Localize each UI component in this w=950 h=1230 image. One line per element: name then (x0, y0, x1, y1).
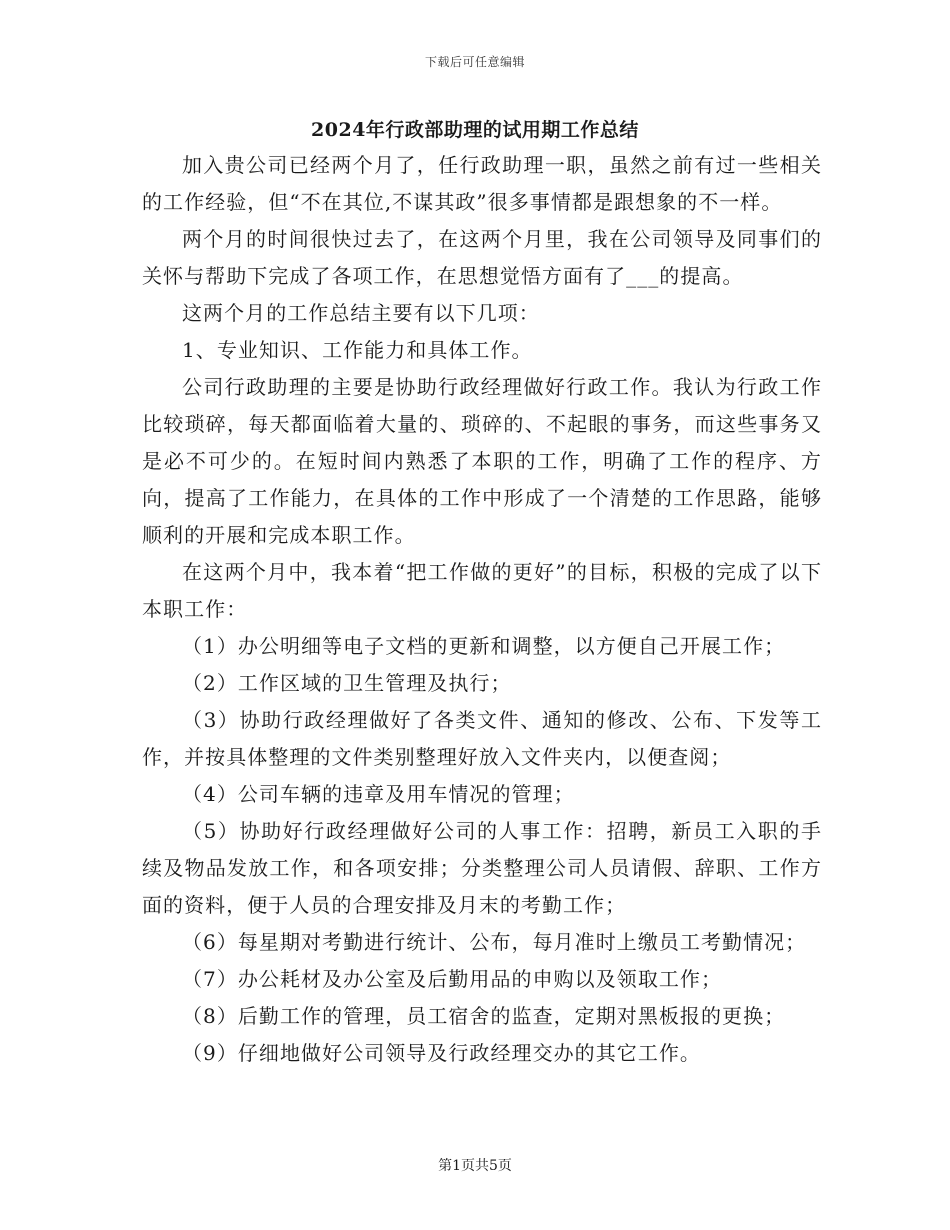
paragraph: 加入贵公司已经两个月了，任行政助理一职，虽然之前有过一些相关的工作经验，但“不在其位,不谋其政”很多事情都是跟想象的不一样。 (142, 153, 822, 214)
list-item: （7）办公耗材及办公室及后勤用品的申购以及领取工作； (182, 967, 723, 991)
list-item: （3）协助行政经理做好了各类文件、通知的修改、公布、下发等工作，并按具体整理的文件类别整理好放入文件夹内，以便查阅； (142, 708, 822, 769)
list-item: （4）公司车辆的违章及用车情况的管理； (182, 782, 575, 806)
section-heading: 1、专业知识、工作能力和具体工作。 (182, 338, 533, 362)
list-item: （6）每星期对考勤进行统计、公布，每月准时上缴员工考勤情况； (182, 930, 807, 954)
list-item: （1）办公明细等电子文档的更新和调整，以方便自己开展工作； (182, 634, 786, 658)
page-footer-indicator: 第1页共5页 (438, 1158, 512, 1174)
list-item: （5）协助好行政经理做好公司的人事工作：招聘，新员工入职的手续及物品发放工作，和各项安排；分类整理公司人员请假、辞职、工作方面的资料，便于人员的合理安排及月末的考勤工作； (142, 819, 822, 917)
document-title: 2024年行政部助理的试用期工作总结 (311, 119, 639, 141)
paragraph: 这两个月的工作总结主要有以下几项： (182, 301, 540, 325)
page-header-note: 下载后可任意编辑 (424, 55, 525, 69)
list-item: （2）工作区域的卫生管理及执行； (182, 671, 512, 695)
paragraph: 两个月的时间很快过去了，在这两个月里，我在公司领导及同事们的关怀与帮助下完成了各项工作，在思想觉悟方面有了___的提高。 (142, 227, 822, 288)
list-item: （8）后勤工作的管理，员工宿舍的监查，定期对黑板报的更换； (182, 1004, 786, 1028)
list-item: （9）仔细地做好公司领导及行政经理交办的其它工作。 (182, 1041, 701, 1065)
document-body (142, 147, 822, 1072)
paragraph: 公司行政助理的主要是协助行政经理做好行政工作。我认为行政工作比较琐碎，每天都面临着大量的、琐碎的、不起眼的事务，而这些事务又是必不可少的。在短时间内熟悉了本职的工作，明确了工作的程序、方向，提高了工作能力，在具体的工作中形成了一个清楚的工作思路，能够顺利的开展和完成本职工作。 (142, 375, 822, 547)
paragraph: 在这两个月中，我本着“把工作做的更好”的目标，积极的完成了以下本职工作： (142, 560, 822, 621)
